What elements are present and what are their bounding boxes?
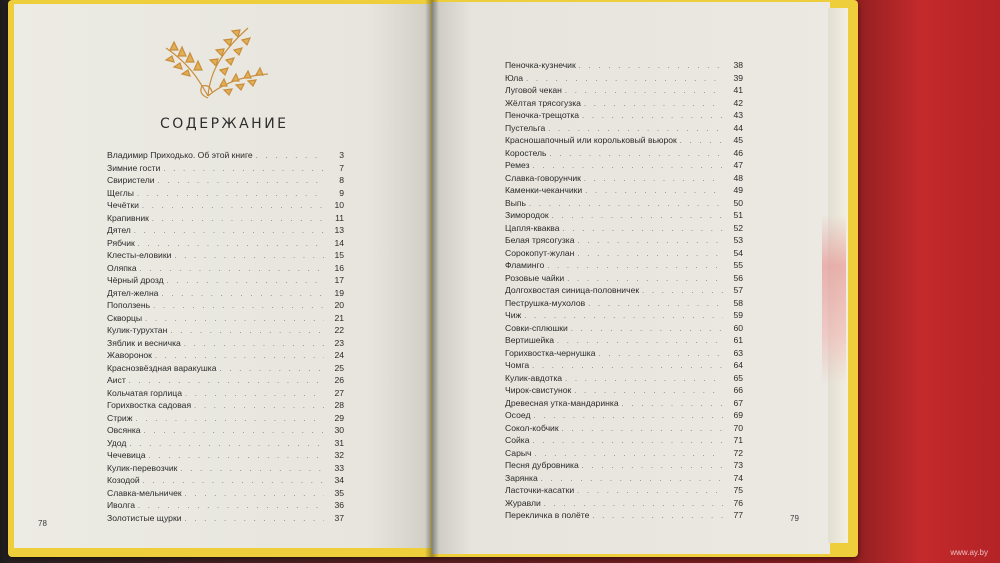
toc-entry-page: 66: [733, 385, 743, 395]
toc-entry: [505, 273, 743, 286]
toc-leader-dots: [185, 391, 324, 398]
toc-entry: [505, 160, 743, 173]
toc-entry-title: Иволга: [107, 500, 135, 510]
toc-leader-dots: [163, 166, 324, 173]
toc-entry: [505, 498, 743, 511]
toc-entry-page: 70: [733, 422, 743, 433]
toc-entry-title: Рябчик: [107, 237, 135, 248]
toc-entry: [107, 463, 344, 476]
toc-entry-title: Древесная утка-мандаринка: [505, 397, 619, 408]
toc-entry: [107, 163, 344, 176]
toc-leader-dots: [149, 453, 324, 460]
toc-entry-page: 17: [334, 275, 344, 285]
toc-entry-page: 65: [733, 372, 743, 383]
toc-entry-page: 51: [733, 210, 743, 220]
toc-entry-title: Чиж: [505, 310, 522, 320]
toc-entry: [505, 298, 743, 311]
toc-entry-page: 22: [334, 325, 344, 335]
toc-entry-title: Козодой: [107, 475, 140, 485]
toc-entry: [505, 60, 743, 73]
toc-entry-title: Луговой чекан: [505, 85, 562, 95]
toc-entry: [505, 410, 743, 423]
toc-leader-dots: [577, 251, 723, 258]
toc-entry-title: Зарянка: [505, 472, 538, 483]
toc-entry-page: 38: [733, 60, 743, 70]
toc-entry-page: 35: [334, 487, 344, 498]
toc-entry-page: 71: [733, 435, 743, 445]
toc-entry: [107, 313, 344, 326]
toc-right-list: [505, 60, 743, 523]
toc-leader-dots: [529, 201, 723, 208]
toc-entry-page: 61: [733, 335, 743, 345]
toc-entry-page: 27: [334, 387, 344, 398]
toc-entry-page: 47: [733, 160, 743, 170]
toc-entry-title: Перекличка в полёте: [505, 510, 590, 520]
toc-entry-page: 23: [334, 337, 344, 348]
toc-leader-dots: [143, 478, 324, 485]
toc-entry-page: 36: [334, 500, 344, 510]
toc-entry: [505, 360, 743, 373]
toc-leader-dots: [680, 138, 723, 145]
toc-entry: [107, 263, 344, 276]
toc-entry-title: Дятел-желна: [107, 287, 159, 298]
toc-entry-title: Поползень: [107, 300, 151, 310]
toc-entry-page: 7: [339, 162, 344, 173]
toc-leader-dots: [256, 153, 324, 160]
toc-entry-title: Кольчатая горлица: [107, 387, 182, 398]
toc-entry-page: 16: [334, 262, 344, 273]
toc-entry-page: 15: [334, 250, 344, 260]
toc-leader-dots: [526, 76, 723, 83]
toc-entry-page: 14: [334, 237, 344, 248]
toc-entry: [107, 488, 344, 501]
toc-entry-title: Песня дубровника: [505, 460, 579, 470]
toc-entry-title: Чирок-свистунок: [505, 385, 572, 395]
toc-entry-page: 13: [334, 225, 344, 235]
toc-entry-page: 49: [733, 185, 743, 195]
toc-leader-dots: [565, 376, 723, 383]
toc-leader-dots: [577, 488, 723, 495]
toc-entry: [505, 85, 743, 98]
toc-entry-title: Чомга: [505, 360, 530, 370]
toc-entry-page: 76: [733, 497, 743, 508]
toc-entry-page: 72: [733, 447, 743, 458]
toc-entry-page: 20: [334, 300, 344, 310]
toc-entry: [107, 200, 344, 213]
toc-leader-dots: [180, 466, 324, 473]
toc-entry: [107, 450, 344, 463]
toc-entry-title: Жаворонок: [107, 350, 152, 360]
toc-leader-dots: [129, 441, 324, 448]
toc-leader-dots: [563, 226, 723, 233]
toc-leader-dots: [549, 151, 723, 158]
toc-leader-dots: [145, 316, 324, 323]
toc-entry-title: Пеночка-трещотка: [505, 110, 580, 120]
toc-entry-page: 75: [733, 485, 743, 495]
toc-leader-dots: [584, 101, 723, 108]
toc-entry-page: 63: [733, 347, 743, 358]
toc-leader-dots: [588, 301, 723, 308]
toc-entry-title: Кулик-перевозчик: [107, 462, 178, 473]
toc-leader-dots: [582, 463, 723, 470]
toc-entry: [505, 448, 743, 461]
toc-entry: [107, 325, 344, 338]
toc-leader-dots: [524, 313, 723, 320]
toc-leader-dots: [567, 276, 723, 283]
toc-entry-page: 30: [334, 425, 344, 435]
toc-entry-page: 39: [733, 72, 743, 83]
toc-leader-dots: [220, 366, 325, 373]
toc-entry-page: 52: [733, 222, 743, 233]
toc-entry: [107, 288, 344, 301]
toc-entry: [107, 388, 344, 401]
toc-entry: [505, 435, 743, 448]
toc-entry-page: 74: [733, 472, 743, 483]
toc-entry-page: 55: [733, 260, 743, 270]
toc-leader-dots: [161, 291, 324, 298]
toc-entry-title: Сокол-кобчик: [505, 422, 559, 433]
toc-leader-dots: [622, 401, 723, 408]
toc-entry: [107, 500, 344, 513]
toc-entry: [107, 188, 344, 201]
toc-entry-title: Красношапочный или корольковый вьюрок: [505, 135, 677, 145]
toc-entry-title: Вертишейка: [505, 335, 555, 345]
toc-entry-page: 44: [733, 122, 743, 133]
toc-leader-dots: [552, 213, 723, 220]
toc-entry: [505, 235, 743, 248]
toc-entry-title: Щеглы: [107, 187, 134, 198]
toc-entry-page: 37: [334, 512, 344, 523]
toc-entry-title: Чёрный дрозд: [107, 275, 164, 285]
toc-entry-page: 77: [733, 510, 743, 520]
toc-entry: [505, 135, 743, 148]
toc-entry-title: Жёлтая трясогузка: [505, 97, 581, 108]
page-number-right: 79: [790, 514, 799, 523]
toc-entry: [107, 513, 344, 526]
toc-entry-page: 24: [334, 350, 344, 360]
toc-entry: [107, 225, 344, 238]
toc-entry-title: Дятел: [107, 225, 131, 235]
toc-entry: [505, 73, 743, 86]
toc-entry: [107, 213, 344, 226]
toc-leader-dots: [174, 253, 324, 260]
toc-entry-title: Кулик-турухтан: [107, 325, 168, 335]
toc-entry-page: 9: [339, 187, 344, 198]
toc-entry-title: Сорокопут-жулан: [505, 247, 575, 258]
page-number-left: 78: [38, 519, 47, 528]
toc-entry-title: Кулик-авдотка: [505, 372, 563, 383]
toc-entry: [505, 173, 743, 186]
toc-entry-title: Пеночка-кузнечик: [505, 60, 576, 70]
toc-entry: [107, 475, 344, 488]
toc-entry-title: Аист: [107, 375, 126, 385]
toc-entry-title: Чечевица: [107, 450, 146, 460]
toc-entry-title: Сарыч: [505, 447, 532, 458]
toc-entry-page: 19: [334, 287, 344, 298]
toc-leader-dots: [541, 476, 723, 483]
toc-entry: [107, 238, 344, 251]
toc-entry-title: Ремез: [505, 160, 530, 170]
toc-entry: [107, 400, 344, 413]
toc-entry: [505, 123, 743, 136]
toc-leader-dots: [599, 351, 723, 358]
toc-leader-dots: [185, 516, 324, 523]
toc-entry-page: 67: [733, 397, 743, 408]
toc-leader-dots: [533, 413, 723, 420]
toc-entry: [505, 485, 743, 498]
toc-entry-page: 57: [733, 285, 743, 295]
toc-entry-page: 53: [733, 235, 743, 245]
toc-leader-dots: [557, 338, 723, 345]
toc-leader-dots: [578, 238, 723, 245]
toc-leader-dots: [170, 328, 324, 335]
toc-leader-dots: [129, 378, 324, 385]
toc-entry: [505, 248, 743, 261]
toc-leader-dots: [571, 326, 723, 333]
toc-leader-dots: [140, 266, 324, 273]
toc-entry-title: Чечётки: [107, 200, 139, 210]
toc-entry-title: Клесты-еловики: [107, 250, 172, 260]
toc-entry-page: 3: [339, 150, 344, 160]
toc-leader-dots: [574, 388, 723, 395]
toc-entry: [107, 363, 344, 376]
toc-entry-title: Горихвостка-чернушка: [505, 347, 596, 358]
toc-entry-title: Белая трясогузка: [505, 235, 575, 245]
toc-entry-page: 42: [733, 97, 743, 108]
toc-entry: [505, 460, 743, 473]
toc-entry-page: 26: [334, 375, 344, 385]
toc-entry: [107, 175, 344, 188]
toc-entry-title: Стриж: [107, 412, 133, 423]
toc-entry: [107, 150, 344, 163]
toc-entry: [107, 375, 344, 388]
toc-leader-dots: [544, 501, 723, 508]
toc-entry-title: Славка-мельничек: [107, 487, 182, 498]
toc-entry: [107, 413, 344, 426]
toc-entry-page: 34: [334, 475, 344, 485]
toc-entry-page: 58: [733, 297, 743, 308]
toc-leader-dots: [138, 503, 324, 510]
toc-entry-page: 43: [733, 110, 743, 120]
toc-entry-title: Оляпка: [107, 262, 137, 273]
toc-leader-dots: [582, 113, 723, 120]
toc-leader-dots: [185, 491, 324, 498]
toc-entry: [505, 210, 743, 223]
toc-entry-title: Журавли: [505, 497, 541, 508]
toc-entry-page: 31: [334, 437, 344, 448]
toc-entry: [505, 423, 743, 436]
pink-illustration-edge: [822, 215, 846, 385]
toc-entry-title: Крапивник: [107, 212, 149, 223]
toc-entry: [505, 473, 743, 486]
toc-entry-title: Ласточки-касатки: [505, 485, 575, 495]
toc-entry: [505, 198, 743, 211]
toc-leader-dots: [579, 63, 723, 70]
toc-entry-page: 29: [334, 412, 344, 423]
toc-leader-dots: [532, 363, 723, 370]
toc-entry-page: 33: [334, 462, 344, 473]
toc-entry: [505, 310, 743, 323]
toc-entry-title: Удод: [107, 437, 127, 448]
toc-entry-title: Владимир Приходько. Об этой книге: [107, 150, 253, 160]
toc-entry-page: 28: [334, 400, 344, 410]
toc-entry-page: 69: [733, 410, 743, 420]
toc-leader-dots: [642, 288, 723, 295]
toc-entry-page: 21: [334, 312, 344, 323]
toc-heading: СОДЕРЖАНИЕ: [160, 116, 289, 132]
toc-entry-title: Сойка: [505, 435, 530, 445]
toc-entry-title: Зяблик и весничка: [107, 337, 181, 348]
toc-leader-dots: [138, 241, 324, 248]
toc-leader-dots: [548, 126, 723, 133]
toc-entry: [107, 300, 344, 313]
toc-leader-dots: [584, 176, 723, 183]
watermark: www.ay.by: [950, 548, 988, 557]
toc-leader-dots: [592, 513, 723, 520]
toc-leader-dots: [134, 228, 324, 235]
toc-entry-title: Долгохвостая синица-половничек: [505, 285, 640, 295]
toc-entry-page: 56: [733, 272, 743, 283]
toc-entry-title: Краснозвёздная варакушка: [107, 362, 217, 373]
book-gutter: [425, 0, 439, 557]
toc-entry: [505, 98, 743, 111]
toc-leader-dots: [167, 278, 324, 285]
toc-entry-title: Осоед: [505, 410, 531, 420]
toc-entry-title: Выпь: [505, 197, 527, 208]
toc-entry-page: 45: [733, 135, 743, 145]
toc-entry: [107, 338, 344, 351]
toc-entry: [505, 185, 743, 198]
toc-entry: [505, 323, 743, 336]
toc-leader-dots: [137, 191, 324, 198]
toc-entry-title: Свиристели: [107, 175, 155, 185]
toc-entry: [505, 398, 743, 411]
toc-entry: [505, 373, 743, 386]
toc-entry-title: Цапля-кваква: [505, 222, 560, 233]
toc-leader-dots: [547, 263, 723, 270]
toc-leader-dots: [153, 303, 324, 310]
toc-entry-page: 10: [334, 200, 344, 210]
toc-entry: [505, 510, 743, 523]
toc-leader-dots: [533, 163, 723, 170]
toc-entry-title: Розовые чайки: [505, 272, 565, 283]
toc-entry-page: 73: [733, 460, 743, 470]
toc-entry-page: 25: [334, 362, 344, 373]
toc-entry-title: Пеструшка-мухолов: [505, 297, 586, 308]
toc-leader-dots: [144, 428, 324, 435]
toc-entry-page: 50: [733, 197, 743, 208]
toc-leader-dots: [194, 403, 324, 410]
toc-leader-dots: [158, 178, 324, 185]
toc-entry-title: Зимородок: [505, 210, 549, 220]
toc-entry: [107, 425, 344, 438]
toc-entry-page: 8: [339, 175, 344, 185]
toc-entry: [505, 223, 743, 236]
toc-entry-page: 59: [733, 310, 743, 320]
toc-entry-page: 46: [733, 147, 743, 158]
toc-entry: [505, 260, 743, 273]
toc-leader-dots: [135, 416, 324, 423]
toc-entry-page: 32: [334, 450, 344, 460]
toc-entry-title: Пустельга: [505, 122, 546, 133]
toc-entry-title: Славка-говорунчик: [505, 172, 581, 183]
toc-entry: [505, 148, 743, 161]
toc-entry: [107, 275, 344, 288]
toc-entry: [505, 110, 743, 123]
toc-entry: [505, 285, 743, 298]
toc-entry: [505, 348, 743, 361]
toc-leader-dots: [184, 341, 324, 348]
toc-entry: [107, 250, 344, 263]
toc-leader-dots: [585, 188, 723, 195]
toc-leader-dots: [142, 203, 324, 210]
toc-leader-dots: [562, 426, 723, 433]
toc-entry: [505, 335, 743, 348]
toc-entry-title: Горихвостка садовая: [107, 400, 192, 410]
toc-entry-title: Овсянка: [107, 425, 141, 435]
toc-entry-page: 41: [733, 85, 743, 95]
toc-entry-page: 64: [733, 360, 743, 370]
toc-entry-page: 11: [335, 212, 344, 223]
toc-entry-title: Коростель: [505, 147, 547, 158]
toc-entry-page: 54: [733, 247, 743, 258]
toc-leader-dots: [533, 438, 723, 445]
toc-entry: [107, 350, 344, 363]
toc-entry-title: Фламинго: [505, 260, 545, 270]
toc-left-list: [107, 150, 344, 525]
toc-entry-title: Зимние гости: [107, 162, 161, 173]
toc-entry: [505, 385, 743, 398]
toc-entry-title: Совки-сплюшки: [505, 322, 568, 333]
toc-leader-dots: [155, 353, 324, 360]
fern-illustration: [148, 18, 274, 102]
toc-entry-title: Золотистые щурки: [107, 512, 182, 523]
toc-entry-title: Скворцы: [107, 312, 143, 323]
toc-entry-title: Каменки-чеканчики: [505, 185, 583, 195]
toc-entry: [107, 438, 344, 451]
toc-entry-title: Юла: [505, 72, 524, 83]
toc-leader-dots: [565, 88, 723, 95]
toc-leader-dots: [152, 216, 324, 223]
toc-entry-page: 60: [733, 322, 743, 333]
toc-leader-dots: [535, 451, 723, 458]
toc-entry-page: 48: [733, 172, 743, 183]
